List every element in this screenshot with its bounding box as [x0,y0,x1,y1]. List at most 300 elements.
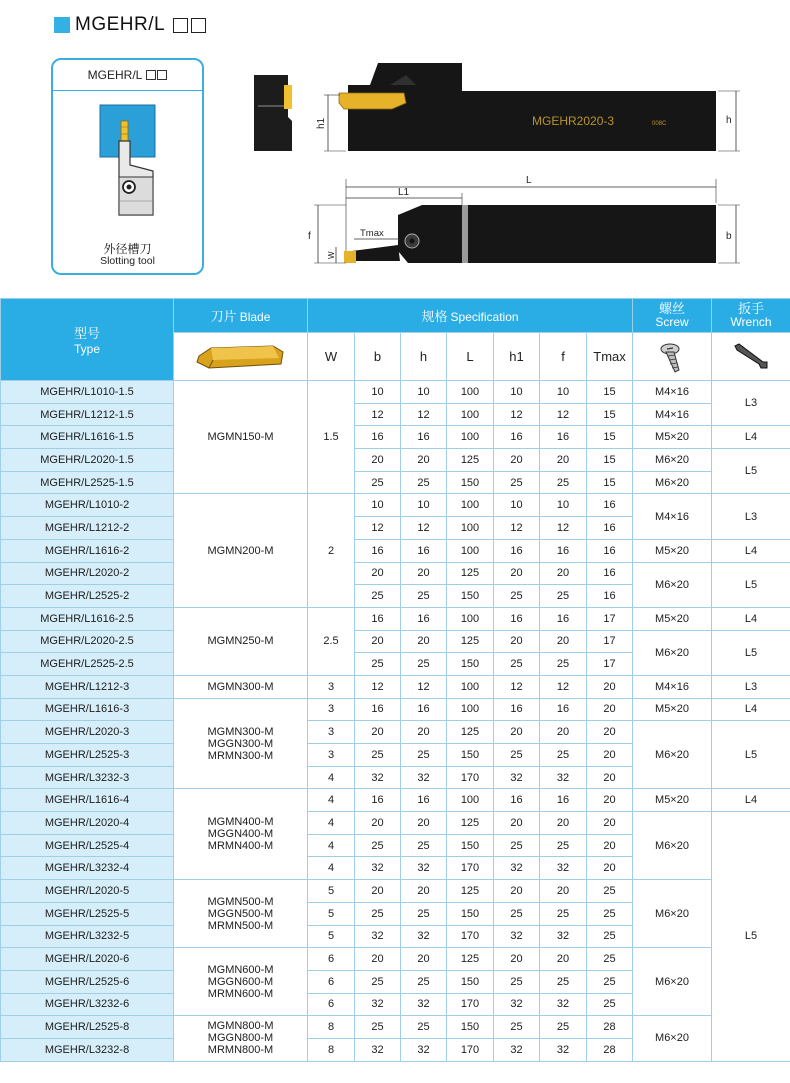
col-f: f [540,333,587,381]
type-cell: MGEHR/L2525-2 [1,585,174,608]
h-cell: 16 [401,426,447,449]
b-cell: 25 [355,653,401,676]
tmax-cell: 15 [587,471,633,494]
f-cell: 20 [540,562,587,585]
blade-name: MGGN800-M [207,1032,274,1045]
b-cell: 10 [355,494,401,517]
type-cell: MGEHR/L2525-2.5 [1,653,174,676]
h1-cell: 32 [494,1038,540,1061]
L-cell: 100 [447,494,494,517]
L-cell: 150 [447,970,494,993]
col-w: W [308,333,355,381]
type-cell: MGEHR/L2020-2.5 [1,630,174,653]
screw-cell: M4×16 [633,675,712,698]
h-cell: 16 [401,539,447,562]
b-cell: 16 [355,789,401,812]
tmax-cell: 25 [587,925,633,948]
L-cell: 150 [447,744,494,767]
h1-cell: 20 [494,948,540,971]
h-cell: 25 [401,471,447,494]
type-cell: MGEHR/L1212-1.5 [1,403,174,426]
w-cell: 4 [308,834,355,857]
L-cell: 100 [447,539,494,562]
type-cell: MGEHR/L1010-1.5 [1,381,174,404]
h1-cell: 32 [494,766,540,789]
blade-cell [174,948,308,1016]
h-cell: 20 [401,449,447,472]
b-cell: 25 [355,970,401,993]
table-row [1,721,790,744]
b-cell: 12 [355,403,401,426]
w-cell: 6 [308,948,355,971]
tmax-cell: 25 [587,902,633,925]
h1-cell: 25 [494,471,540,494]
type-cell: MGEHR/L2525-4 [1,834,174,857]
h1-cell: 20 [494,880,540,903]
screw-cell: M5×20 [633,607,712,630]
table-row [1,381,790,404]
b-cell: 20 [355,562,401,585]
wrench-cell: L3 [712,381,790,426]
h1-cell: 20 [494,721,540,744]
h1-cell: 32 [494,925,540,948]
hex-wrench-icon [731,342,771,372]
screw-cell: M6×20 [633,630,712,675]
h1-cell: 20 [494,449,540,472]
L-cell: 150 [447,1016,494,1039]
type-cell: MGEHR/L2020-2 [1,562,174,585]
L-cell: 170 [447,925,494,948]
L-cell: 170 [447,993,494,1016]
L-cell: 100 [447,698,494,721]
h1-cell: 25 [494,744,540,767]
blade-name: MGMN150-M [207,431,274,444]
h-cell: 20 [401,562,447,585]
tmax-cell: 20 [587,834,633,857]
table-row [1,630,790,653]
blade-name: MRMN600-M [207,987,274,1000]
f-cell: 12 [540,517,587,540]
dim-b: b [726,231,732,242]
side-view [316,63,740,151]
col-L: L [447,333,494,381]
tmax-cell: 20 [587,857,633,880]
b-cell: 16 [355,607,401,630]
tmax-cell: 25 [587,880,633,903]
L-cell: 125 [447,562,494,585]
screw-cell: M6×20 [633,812,712,880]
wrench-cell: L5 [712,562,790,607]
wrench-cell: L3 [712,494,790,539]
f-cell: 12 [540,403,587,426]
h1-cell: 12 [494,517,540,540]
h-cell: 25 [401,1016,447,1039]
h-cell: 10 [401,381,447,404]
f-cell: 16 [540,789,587,812]
h-cell: 12 [401,403,447,426]
type-cell: MGEHR/L1616-1.5 [1,426,174,449]
technical-drawing [240,55,750,285]
header-screw: 螺丝 Screw [633,299,712,333]
h1-cell: 12 [494,403,540,426]
f-cell: 25 [540,653,587,676]
w-cell: 3 [308,744,355,767]
placeholder-box-icon [173,18,188,33]
wrench-image-cell [712,333,790,381]
card-label: MGEHR/L [87,68,143,82]
h1-cell: 25 [494,834,540,857]
blade-name: MGGN300-M [207,737,274,750]
f-cell: 25 [540,970,587,993]
L-cell: 100 [447,517,494,540]
b-cell: 20 [355,449,401,472]
tmax-cell: 25 [587,993,633,1016]
w-cell: 3 [308,675,355,698]
wrench-cell: L5 [712,449,790,494]
L-cell: 100 [447,789,494,812]
L-cell: 150 [447,471,494,494]
L-cell: 170 [447,857,494,880]
L-cell: 150 [447,902,494,925]
f-cell: 10 [540,494,587,517]
w-cell: 5 [308,880,355,903]
type-cell: MGEHR/L1212-3 [1,675,174,698]
tmax-cell: 20 [587,698,633,721]
L-cell: 100 [447,426,494,449]
b-cell: 32 [355,1038,401,1061]
blade-name: MGMN250-M [207,635,274,648]
blade-cell [174,698,308,789]
f-cell: 32 [540,993,587,1016]
blade-cell [174,607,308,675]
f-cell: 20 [540,812,587,835]
dim-L: L [526,175,532,186]
w-cell: 5 [308,902,355,925]
f-cell: 32 [540,1038,587,1061]
insert-icon [193,342,289,372]
blade-name: MRMN800-M [207,1044,274,1057]
h-cell: 16 [401,698,447,721]
f-cell: 32 [540,925,587,948]
dim-h1: h1 [316,117,327,129]
blade-name: MRMN300-M [207,749,274,762]
type-cell: MGEHR/L3232-5 [1,925,174,948]
L-cell: 125 [447,948,494,971]
b-cell: 10 [355,381,401,404]
b-cell: 32 [355,766,401,789]
col-b: b [355,333,401,381]
placeholder-box-icon [191,18,206,33]
b-cell: 16 [355,426,401,449]
L-cell: 150 [447,653,494,676]
f-cell: 25 [540,1016,587,1039]
w-cell: 6 [308,970,355,993]
b-cell: 32 [355,993,401,1016]
L-cell: 125 [447,721,494,744]
tmax-cell: 17 [587,630,633,653]
blade-cell [174,789,308,880]
w-cell: 4 [308,789,355,812]
type-cell: MGEHR/L2020-1.5 [1,449,174,472]
L-cell: 125 [447,880,494,903]
f-cell: 20 [540,721,587,744]
b-cell: 25 [355,1016,401,1039]
screw-cell: M5×20 [633,426,712,449]
screw-cell: M5×20 [633,539,712,562]
L-cell: 150 [447,834,494,857]
blade-image-cell [174,333,308,381]
wrench-cell: L4 [712,607,790,630]
blade-name: MRMN500-M [207,919,274,932]
screw-cell: M4×16 [633,403,712,426]
f-cell: 16 [540,539,587,562]
tmax-cell: 16 [587,585,633,608]
tmax-cell: 16 [587,539,633,562]
screw-cell: M6×20 [633,471,712,494]
h1-cell: 32 [494,993,540,1016]
screw-image-cell [633,333,712,381]
f-cell: 20 [540,948,587,971]
h-cell: 32 [401,857,447,880]
b-cell: 12 [355,517,401,540]
table-row [1,1016,790,1039]
type-cell: MGEHR/L2020-6 [1,948,174,971]
wrench-cell: L4 [712,539,790,562]
h-cell: 12 [401,517,447,540]
type-cell: MGEHR/L2020-3 [1,721,174,744]
table-row [1,494,790,517]
blade-cell [174,381,308,494]
L-cell: 125 [447,630,494,653]
f-cell: 10 [540,381,587,404]
w-cell: 4 [308,857,355,880]
type-cell: MGEHR/L1616-2 [1,539,174,562]
w-cell: 8 [308,1016,355,1039]
header-wrench: 扳手 Wrench [712,299,790,333]
wrench-cell: L4 [712,789,790,812]
dim-Tmax: Tmax [360,228,384,239]
b-cell: 32 [355,857,401,880]
f-cell: 12 [540,675,587,698]
wrench-cell: L3 [712,675,790,698]
wrench-cell: L5 [712,721,790,789]
type-cell: MGEHR/L3232-4 [1,857,174,880]
L-cell: 150 [447,585,494,608]
tmax-cell: 15 [587,426,633,449]
h1-cell: 12 [494,675,540,698]
holder-small-marking: 008C [652,121,667,127]
b-cell: 16 [355,539,401,562]
type-cell: MGEHR/L2525-1.5 [1,471,174,494]
tmax-cell: 20 [587,812,633,835]
b-cell: 20 [355,721,401,744]
b-cell: 20 [355,948,401,971]
h1-cell: 20 [494,562,540,585]
wrench-cell: L5 [712,812,790,1062]
blade-cell [174,880,308,948]
L-cell: 125 [447,812,494,835]
f-cell: 16 [540,607,587,630]
screw-cell: M6×20 [633,880,712,948]
h-cell: 25 [401,970,447,993]
header-blade: 刀片 Blade [174,299,308,333]
h-cell: 32 [401,993,447,1016]
blade-name: MGMN800-M [207,1020,274,1033]
blade-name: MGMN300-M [207,680,274,693]
blade-cell [174,1016,308,1061]
b-cell: 25 [355,471,401,494]
header-type: 型号 Type [1,299,174,381]
w-cell: 1.5 [308,381,355,494]
b-cell: 25 [355,744,401,767]
screw-cell: M4×16 [633,381,712,404]
table-row [1,880,790,903]
h-cell: 20 [401,948,447,971]
f-cell: 25 [540,834,587,857]
h1-cell: 16 [494,789,540,812]
card-header [53,60,202,91]
h1-cell: 16 [494,426,540,449]
f-cell: 20 [540,880,587,903]
b-cell: 20 [355,630,401,653]
screw-cell: M6×20 [633,449,712,472]
type-cell: MGEHR/L2020-4 [1,812,174,835]
b-cell: 25 [355,902,401,925]
h1-cell: 16 [494,698,540,721]
product-card [51,58,204,275]
f-cell: 25 [540,585,587,608]
blade-name: MGMN600-M [207,963,274,976]
tmax-cell: 20 [587,789,633,812]
type-cell: MGEHR/L1616-3 [1,698,174,721]
f-cell: 20 [540,630,587,653]
h1-cell: 32 [494,857,540,880]
end-view [254,75,292,151]
h-cell: 16 [401,789,447,812]
screw-cell: M6×20 [633,1016,712,1061]
dim-L1: L1 [398,187,410,198]
f-cell: 16 [540,698,587,721]
f-cell: 32 [540,766,587,789]
caption-zh: 外径槽刀 [103,242,152,256]
h-cell: 20 [401,721,447,744]
screw-cell: M4×16 [633,494,712,539]
h1-cell: 16 [494,539,540,562]
blade-name: MGGN400-M [207,828,274,841]
table-row [1,675,790,698]
h1-cell: 20 [494,630,540,653]
type-cell: MGEHR/L1616-2.5 [1,607,174,630]
h-cell: 20 [401,812,447,835]
L-cell: 125 [447,449,494,472]
blade-name: MGGN600-M [207,975,274,988]
blade-cell [174,675,308,698]
tmax-cell: 15 [587,403,633,426]
h-cell: 25 [401,744,447,767]
blade-name: MGGN500-M [207,907,274,920]
blade-name: MGMN400-M [207,816,274,829]
screw-cell: M5×20 [633,789,712,812]
page-title [54,14,206,36]
blade-name: MGMN500-M [207,895,274,908]
h-cell: 20 [401,630,447,653]
type-cell: MGEHR/L3232-8 [1,1038,174,1061]
h1-cell: 25 [494,902,540,925]
b-cell: 12 [355,675,401,698]
blade-cell [174,494,308,607]
h-cell: 32 [401,766,447,789]
b-cell: 25 [355,834,401,857]
table-row [1,403,790,426]
b-cell: 20 [355,880,401,903]
h-cell: 25 [401,834,447,857]
w-cell: 4 [308,766,355,789]
h1-cell: 25 [494,970,540,993]
h-cell: 16 [401,607,447,630]
tmax-cell: 15 [587,449,633,472]
tmax-cell: 20 [587,721,633,744]
screw-cell: M5×20 [633,698,712,721]
f-cell: 16 [540,426,587,449]
h1-cell: 20 [494,812,540,835]
caption-en: Slotting tool [100,255,155,267]
blade-name: MGMN200-M [207,544,274,557]
spec-table-body [1,381,790,1062]
type-cell: MGEHR/L1010-2 [1,494,174,517]
type-cell: MGEHR/L3232-3 [1,766,174,789]
tmax-cell: 28 [587,1038,633,1061]
header-specification: 规格 Specification [308,299,633,333]
tmax-cell: 17 [587,607,633,630]
dim-W: W [327,251,336,259]
tmax-cell: 25 [587,948,633,971]
w-cell: 6 [308,993,355,1016]
title-square-icon [54,17,70,33]
placeholder-box-icon [146,70,156,80]
b-cell: 20 [355,812,401,835]
L-cell: 170 [447,1038,494,1061]
L-cell: 170 [447,766,494,789]
h-cell: 25 [401,653,447,676]
screw-cell: M6×20 [633,948,712,1016]
wrench-cell: L5 [712,630,790,675]
b-cell: 16 [355,698,401,721]
table-row [1,539,790,562]
type-cell: MGEHR/L2525-3 [1,744,174,767]
f-cell: 25 [540,744,587,767]
screw-icon [658,340,686,374]
wrench-cell: L4 [712,698,790,721]
col-tmax: Tmax [587,333,633,381]
table-row [1,471,790,494]
table-row [1,948,790,971]
L-cell: 100 [447,381,494,404]
type-cell: MGEHR/L2525-5 [1,902,174,925]
h-cell: 32 [401,925,447,948]
h-cell: 12 [401,675,447,698]
type-cell: MGEHR/L2525-8 [1,1016,174,1039]
f-cell: 32 [540,857,587,880]
tmax-cell: 16 [587,562,633,585]
table-row [1,562,790,585]
slotting-tool-sketch [53,91,202,241]
h1-cell: 25 [494,1016,540,1039]
table-row [1,698,790,721]
h-cell: 25 [401,902,447,925]
screw-cell: M6×20 [633,721,712,789]
col-h: h [401,333,447,381]
w-cell: 2.5 [308,607,355,675]
